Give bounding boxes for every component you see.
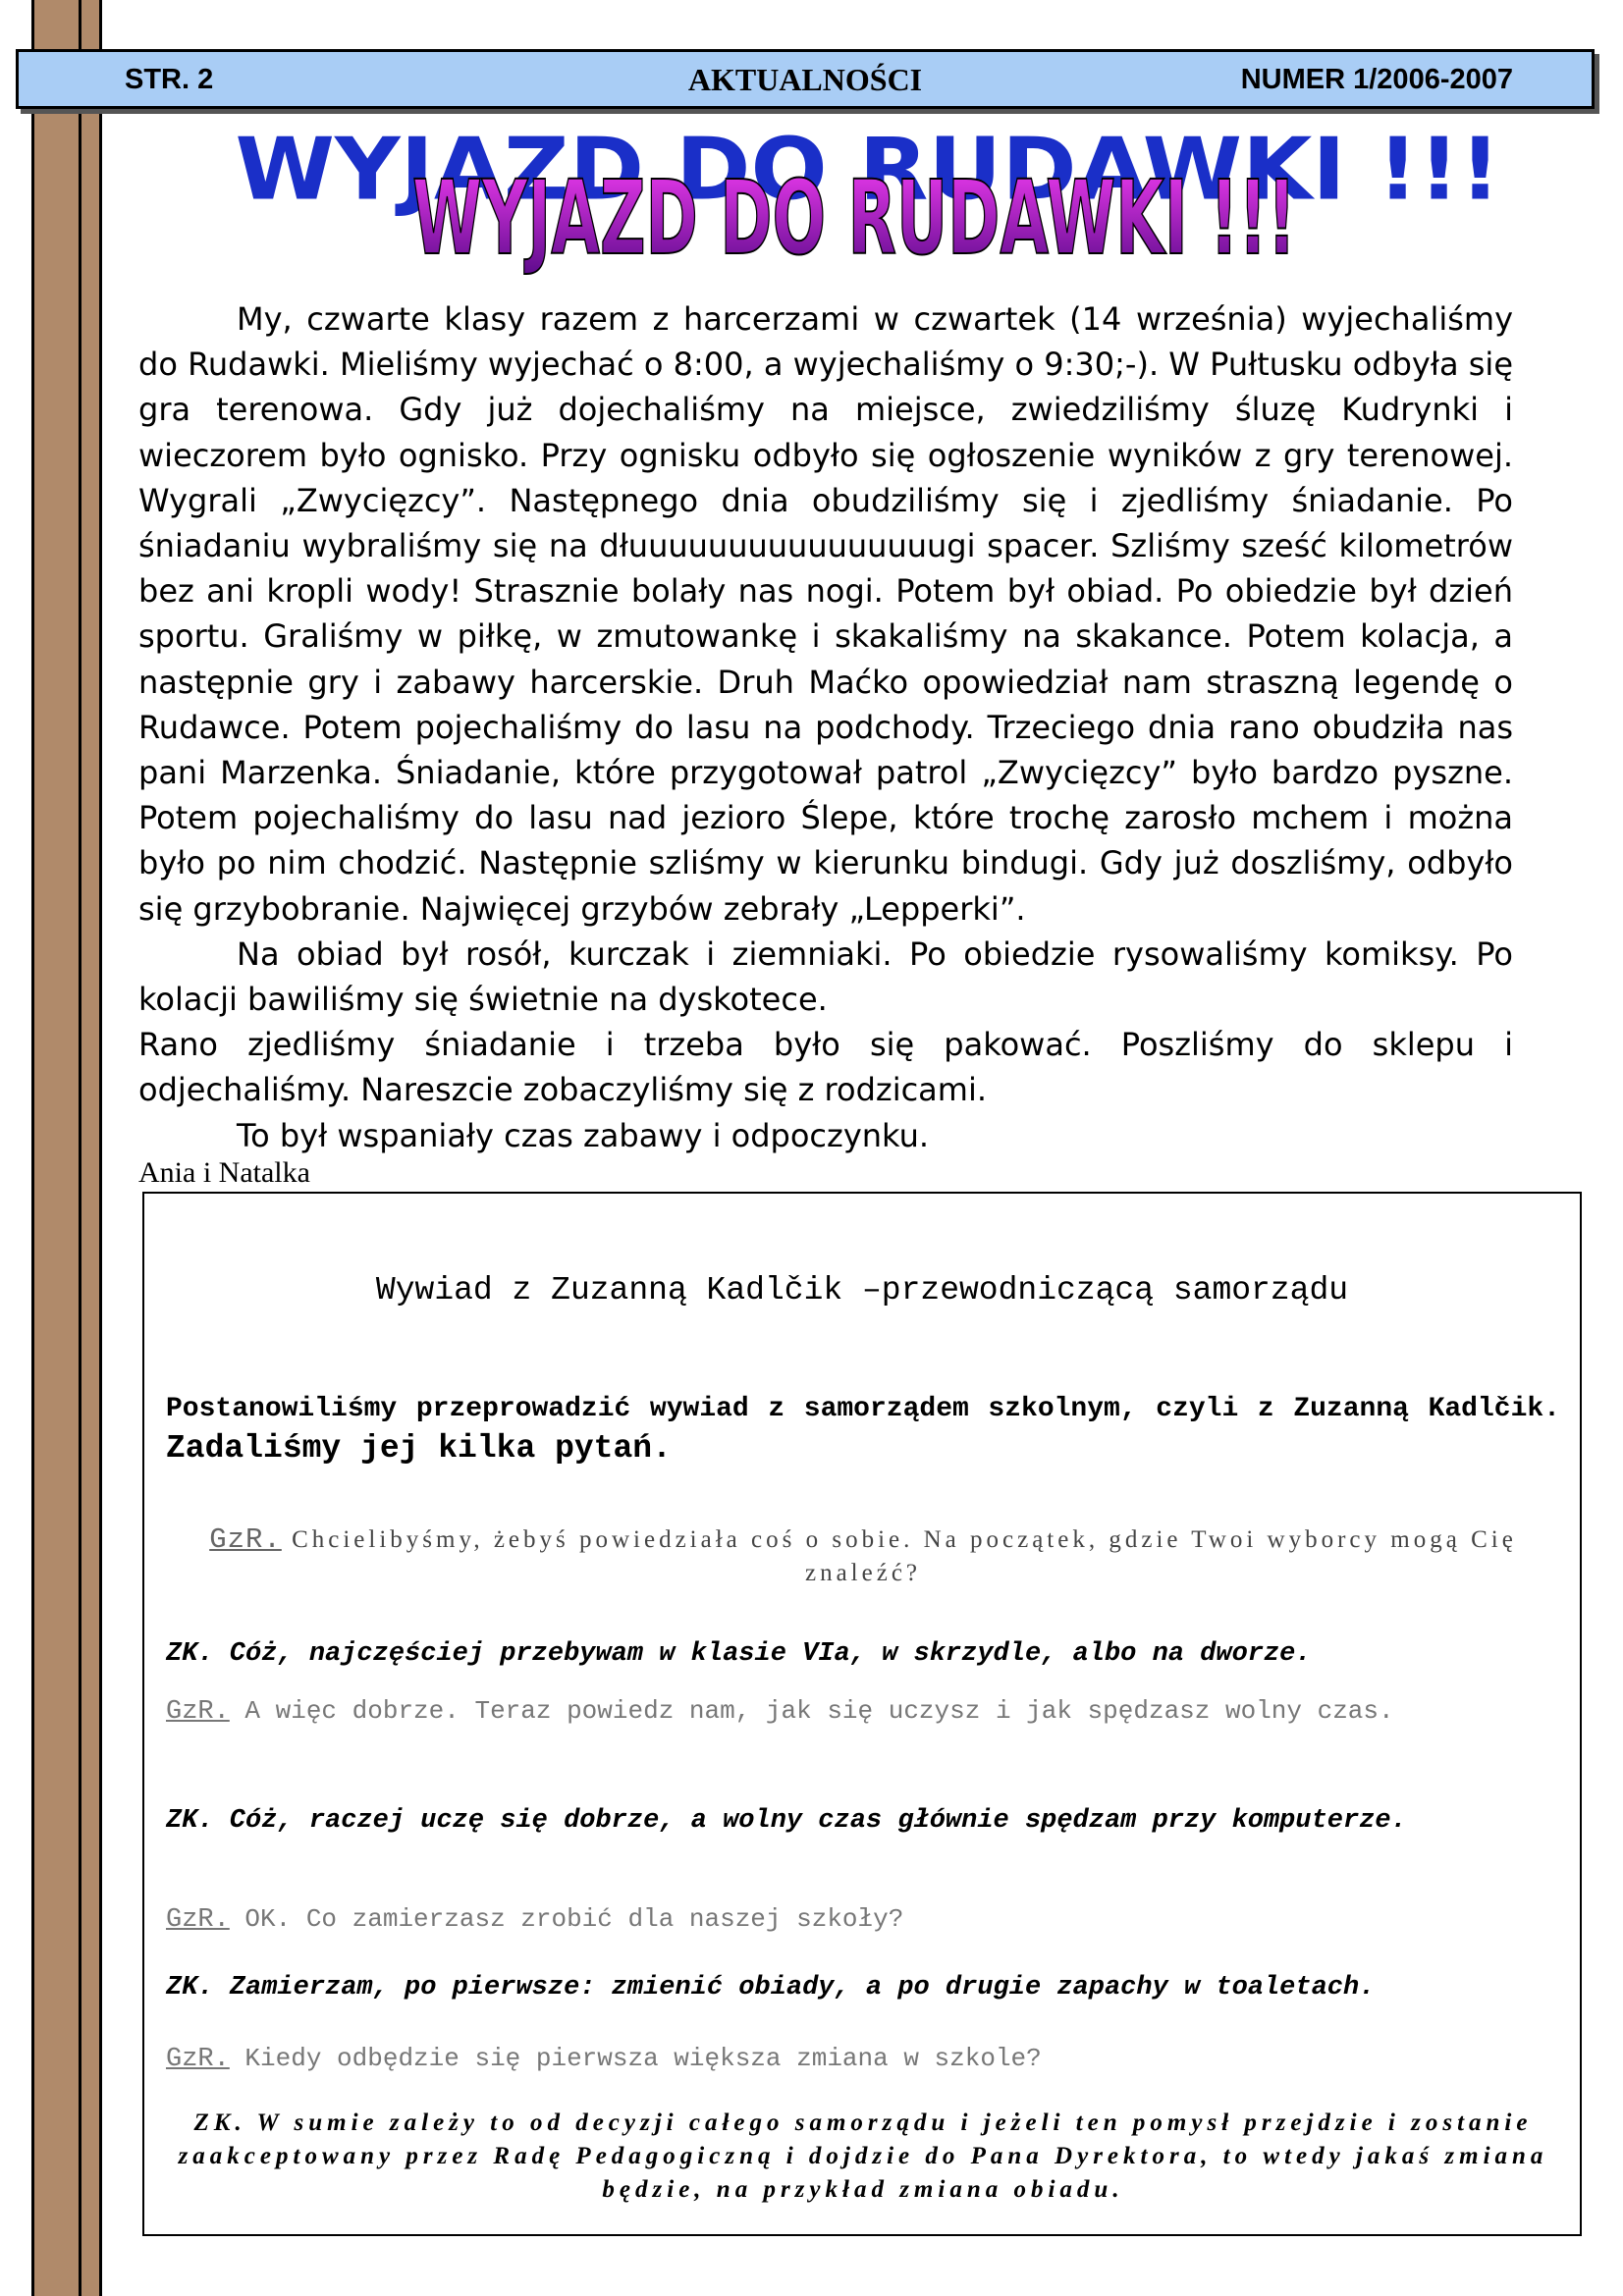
headline: WYJAZD DO RUDAWKI !!! (412, 158, 1296, 278)
page-side-bar (31, 0, 102, 2296)
headline-shadow: WYJAZD DO RUDAWKI !!! (235, 120, 1501, 220)
article-paragraph: Rano zjedliśmy śniadanie i trzeba było się pakować. Poszliśmy do sklepu i odjechaliśmy. Nareszcie zobaczyliśmy się z rodzicami. (138, 1026, 1513, 1109)
interviewer-label: GzR. (166, 1905, 230, 1935)
interview-answer: ZK. Zamierzam, po pierwsze: zmienić obiady, a po drugie zapachy w toaletach. (166, 1973, 1376, 2002)
page-number: STR. 2 (125, 64, 214, 95)
interviewer-label: GzR. (166, 1697, 230, 1727)
interviewer-label: GzR. (166, 2045, 230, 2074)
interview-answer: ZK. W sumie zależy to od decyzji całego samorządu i jeżeli ten pomysł przejdzie i zostanie zaakceptowany przez Radę Pedagogiczną i dojdzie do Pana Dyrektora, to wtedy jakaś zmiana będzie, na przykład zmiana obiadu. (178, 2109, 1548, 2203)
interview-box (142, 1192, 1582, 2236)
interview-question (166, 2042, 1560, 2076)
question-text: OK. Co zamierzasz zrobić dla naszej szkoły? (244, 1904, 904, 1934)
headline-wordart (235, 116, 1501, 283)
question-text: Chcielibyśmy, żebyś powiedziała coś o sobie. Na początek, gdzie Twoi wyborcy mogą Cię znaleźć? (292, 1526, 1517, 1586)
interviewer-label: GzR. (209, 1523, 282, 1556)
article-paragraph: Na obiad był rosół, kurczak i ziemniaki. Po obiedzie rysowaliśmy komiksy. Po kolacji bawiliśmy się świetnie na dyskotece. (138, 934, 1513, 1019)
interview-intro-emphasis: Zadaliśmy jej kilka pytań. (166, 1430, 672, 1467)
interview-intro-text: Postanowiliśmy przeprowadzić wywiad z samorządem szkolnym, czyli z Zuzanną Kadlčik. (166, 1394, 1560, 1424)
article-signature: Ania i Natalka (138, 1156, 310, 1189)
interview-title: Wywiad z Zuzanną Kadlčik –przewodniczącą samorządu (375, 1272, 1349, 1308)
section-title: AKTUALNOŚCI (687, 62, 923, 97)
interview-answer: ZK. Cóż, raczej uczę się dobrze, a wolny czas głównie spędzam przy komputerze. (166, 1806, 1407, 1836)
interview-question (166, 1523, 1560, 1590)
page-header (16, 49, 1595, 109)
article-paragraph: To był wspaniały czas zabawy i odpoczynku. (237, 1116, 930, 1154)
article-paragraph: My, czwarte klasy razem z harcerzami w czwartek (14 września) wyjechaliśmy do Rudawki. Mieliśmy wyjechać o 8:00, a wyjechaliśmy o 9:30;-). W Pułtusku odbyła się gra terenowa. Gdy już dojechaliśmy na miejsce, zwiedziliśmy śluzę Kudrynki i wieczorem było ognisko. Przy ognisku odbyło się ogłoszenie wyników z gry terenowej. Wygrali „Zwycięzcy”. Następnego dnia obudziliśmy się i zjedliśmy śniadanie. Po śniadaniu wybraliśmy się na dłuuuuuuuuuuuuuuuugi spacer. Szliśmy sześć kilometrów bez ani kropli wody! Strasznie bolały nas nogi. Potem był obiad. Po obiedzie był dzień sportu. Graliśmy w piłkę, w zmutowankę i skakaliśmy na skakance. Potem kolacja, a następnie gry i zabawy harcerskie. Druh Maćko opowiedział nam straszną legendę o Rudawce. Potem pojechaliśmy do lasu na podchody. Trzeciego dnia rano obudziła nas pani Marzenka. Śniadanie, które przygotował patrol „Zwycięzcy” było bardzo pyszne. Potem pojechaliśmy do lasu nad jezioro Ślepe, które trochę zarosło mchem i można było po nim chodzić. Następnie szliśmy w kierunku bindugi. Gdy już doszliśmy, odbyło się grzybobranie. Najwięcej grzybów zebrały „Lepperki”. (138, 300, 1513, 928)
interview-question (166, 1694, 1560, 1729)
question-text: Kiedy odbędzie się pierwsza większa zmiana w szkole? (244, 2044, 1042, 2073)
interview-answer: ZK. Cóż, najczęściej przebywam w klasie VIa, w skrzydle, albo na dworze. (166, 1639, 1312, 1669)
question-text: A więc dobrze. Teraz powiedz nam, jak się uczysz i jak spędzasz wolny czas. (244, 1696, 1394, 1726)
interview-intro (166, 1390, 1560, 1470)
issue-number: NUMER 1/2006-2007 (1240, 64, 1513, 95)
article-body (138, 296, 1513, 1158)
interview-question (166, 1902, 1560, 1937)
